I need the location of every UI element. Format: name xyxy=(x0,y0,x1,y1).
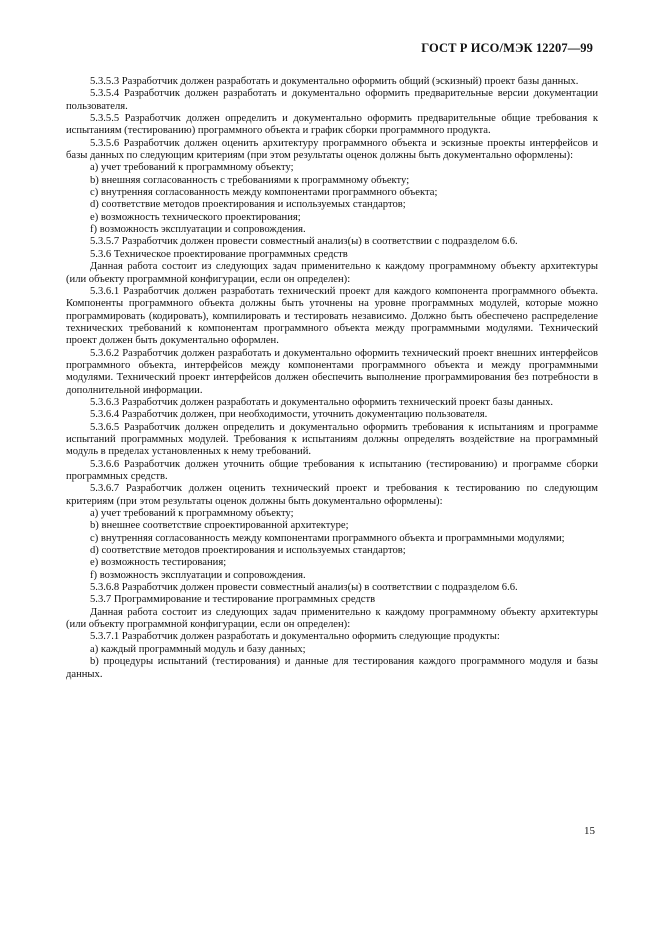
paragraph: 5.3.5.3 Разработчик должен разработать и документально оформить общий (эскизный) проект базы данных. xyxy=(90,76,579,87)
list-item: b) внешняя согласованность с требованиями к программному объекту; xyxy=(90,174,410,186)
paragraph: 5.3.6.1 Разработчик должен разработать технический проект для каждого компонента программного объекта. Компоненты программного объекта должны быть уточнены на уровне программных модулей, которые можно программировать (кодировать), компилировать и тестировать независимо. Должно быть обеспечено распределение технических требований к компонентам программного объекта между программными модулями. Технический проект должен быть документально оформлен. xyxy=(66,285,598,347)
paragraph: 5.3.7.1 Разработчик должен разработать и документально оформить следующие продукты: xyxy=(90,631,500,643)
section-heading: 5.3.6 Техническое проектирование программных средств xyxy=(90,248,348,260)
list-item: f) возможность эксплуатации и сопровождения. xyxy=(90,569,306,581)
list-item: а) учет требований к программному объекту; xyxy=(90,162,294,174)
paragraph: 5.3.5.6 Разработчик должен оценить архитектуру программного объекта и эскизные проекты интерфейсов и базы данных по следующим критериям (при этом результаты оценок должны быть документально оформлены): xyxy=(66,137,598,162)
paragraph: 5.3.5.7 Разработчик должен провести совместный анализ(ы) в соответствии с подразделом 6.6. xyxy=(90,236,518,248)
paragraph: 5.3.5.4 Разработчик должен разработать и документально оформить предварительные версии документации пользователя. xyxy=(66,88,598,112)
list-item: c) внутренняя согласованность между компонентами программного объекта и программными модулями; xyxy=(90,532,565,544)
page-number: 15 xyxy=(584,825,595,837)
paragraph: 5.3.6.6 Разработчик должен уточнить общие требования к испытанию (тестированию) и программе сборки программных средств. xyxy=(66,458,598,482)
list-item: b) процедуры испытаний (тестирования) и данные для тестирования каждого программного модуля и базы данных. xyxy=(66,656,598,680)
list-item: e) возможность тестирования; xyxy=(90,557,227,569)
list-item: b) внешнее соответствие спроектированной архитектуре; xyxy=(90,520,349,532)
paragraph: Данная работа состоит из следующих задач применительно к каждому программному объекту архитектуры (или объекту программной конфигурации, если он определен): xyxy=(66,606,598,631)
section-heading: 5.3.7 Программирование и тестирование программных средств xyxy=(90,594,376,606)
document-header: ГОСТ Р ИСО/МЭК 12207—99 xyxy=(421,41,593,55)
list-item: d) соответствие методов проектирования и используемых стандартов; xyxy=(90,545,406,557)
list-item: f) возможность эксплуатации и сопровождения. xyxy=(90,224,306,236)
paragraph: Данная работа состоит из следующих задач применительно к каждому программному объекту архитектуры (или объекту программной конфигурации, если он определен): xyxy=(66,261,598,285)
list-item: e) возможность технического проектирования; xyxy=(90,211,301,223)
document-body xyxy=(66,76,598,681)
list-item: а) каждый программный модуль и базу данных; xyxy=(90,643,306,655)
paragraph: 5.3.6.7 Разработчик должен оценить технический проект и требования к тестированию по следующим критериям (при этом результаты оценок должны быть документально оформлены): xyxy=(66,483,598,507)
paragraph: 5.3.6.4 Разработчик должен, при необходимости, уточнить документацию пользователя. xyxy=(90,409,488,421)
paragraph: 5.3.6.5 Разработчик должен определить и документально оформить требования к испытаниям и программе испытаний программных модулей. Требования к испытаниям должны определять воздействие на программный модуль в пределах установленных к нему требований. xyxy=(66,421,598,458)
list-item: а) учет требований к программному объекту; xyxy=(90,508,294,520)
list-item: d) соответствие методов проектирования и используемых стандартов; xyxy=(90,199,406,211)
paragraph: 5.3.6.2 Разработчик должен разработать и документально оформить технический проект внешних интерфейсов программного объекта, интерфейсов между компонентами программного объекта и между программными модулями. Технический проект интерфейсов должен обеспечить выполнение программирования без потребности в дополнительной информации. xyxy=(66,347,598,396)
paragraph: 5.3.5.5 Разработчик должен определить и документально оформить предварительные общие требования к испытаниям (тестированию) программного объекта и график сборки программного продукта. xyxy=(66,113,598,137)
paragraph: 5.3.6.3 Разработчик должен разработать и документально оформить технический проект базы данных. xyxy=(90,396,554,408)
list-item: c) внутренняя согласованность между компонентами программного объекта; xyxy=(90,187,438,199)
paragraph: 5.3.6.8 Разработчик должен провести совместный анализ(ы) в соответствии с подразделом 6.6. xyxy=(90,582,518,594)
